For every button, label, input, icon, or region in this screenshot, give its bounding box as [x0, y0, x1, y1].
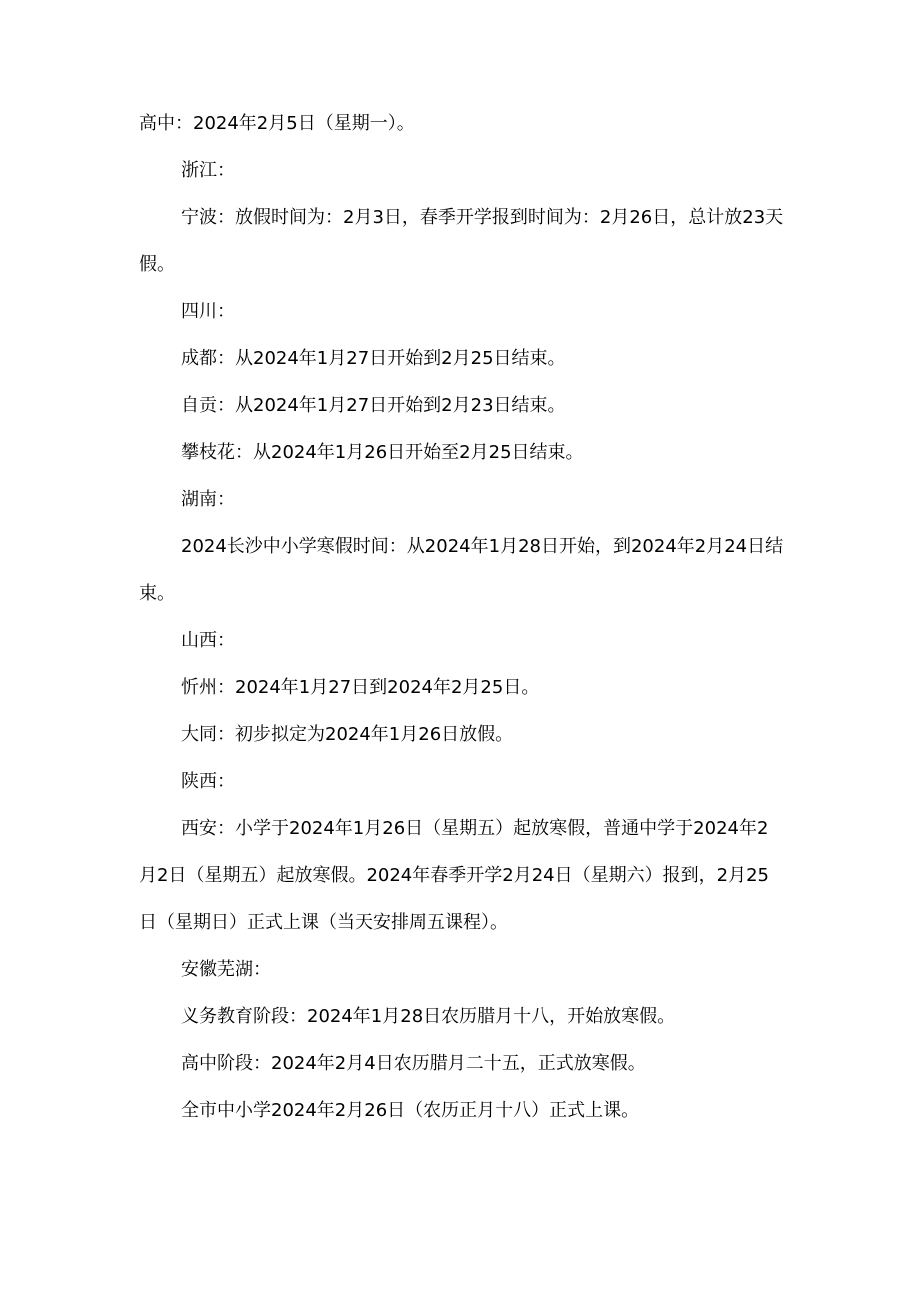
paragraph-datong: 大同：初步拟定为2024年1月26日放假。: [181, 724, 514, 745]
paragraph-changsha: 2024长沙中小学寒假时间：从2024年1月28日开始，到2024年2月24日结束。: [139, 536, 784, 604]
heading-sichuan: 四川：: [181, 301, 235, 322]
paragraph-compulsory-education: 义务教育阶段：2024年1月28日农历腊月十八，开始放寒假。: [181, 1006, 676, 1027]
paragraph-high-school: 高中：2024年2月5日（星期一）。: [139, 113, 415, 134]
heading-shanxi: 山西：: [181, 630, 235, 651]
heading-zhejiang: 浙江：: [181, 160, 235, 181]
paragraph-xinzhou: 忻州：2024年1月27日到2024年2月25日。: [181, 677, 540, 698]
paragraph-zigong: 自贡：从2024年1月27日开始到2月23日结束。: [181, 395, 566, 416]
paragraph-ningbo: 宁波：放假时间为：2月3日，春季开学报到时间为：2月26日，总计放23天假。: [139, 207, 784, 275]
paragraph-chengdu: 成都：从2024年1月27日开始到2月25日结束。: [181, 348, 566, 369]
heading-shaanxi: 陕西：: [181, 771, 235, 792]
heading-anhui-wuhu: 安徽芜湖：: [181, 959, 271, 980]
paragraph-panzhihua: 攀枝花：从2024年1月26日开始至2月25日结束。: [181, 442, 584, 463]
paragraph-xian: 西安：小学于2024年1月26日（星期五）起放寒假，普通中学于2024年2月2日（星期五）起放寒假。2024年春季开学2月24日（星期六）报到，2月25日（星期日）正式上课（当天安排周五课程）。: [139, 818, 769, 933]
document-body: [139, 100, 784, 1134]
paragraph-city-schools: 全市中小学2024年2月26日（农历正月十八）正式上课。: [181, 1100, 640, 1121]
heading-hunan: 湖南：: [181, 489, 235, 510]
paragraph-high-school-stage: 高中阶段：2024年2月4日农历腊月二十五，正式放寒假。: [181, 1053, 646, 1074]
